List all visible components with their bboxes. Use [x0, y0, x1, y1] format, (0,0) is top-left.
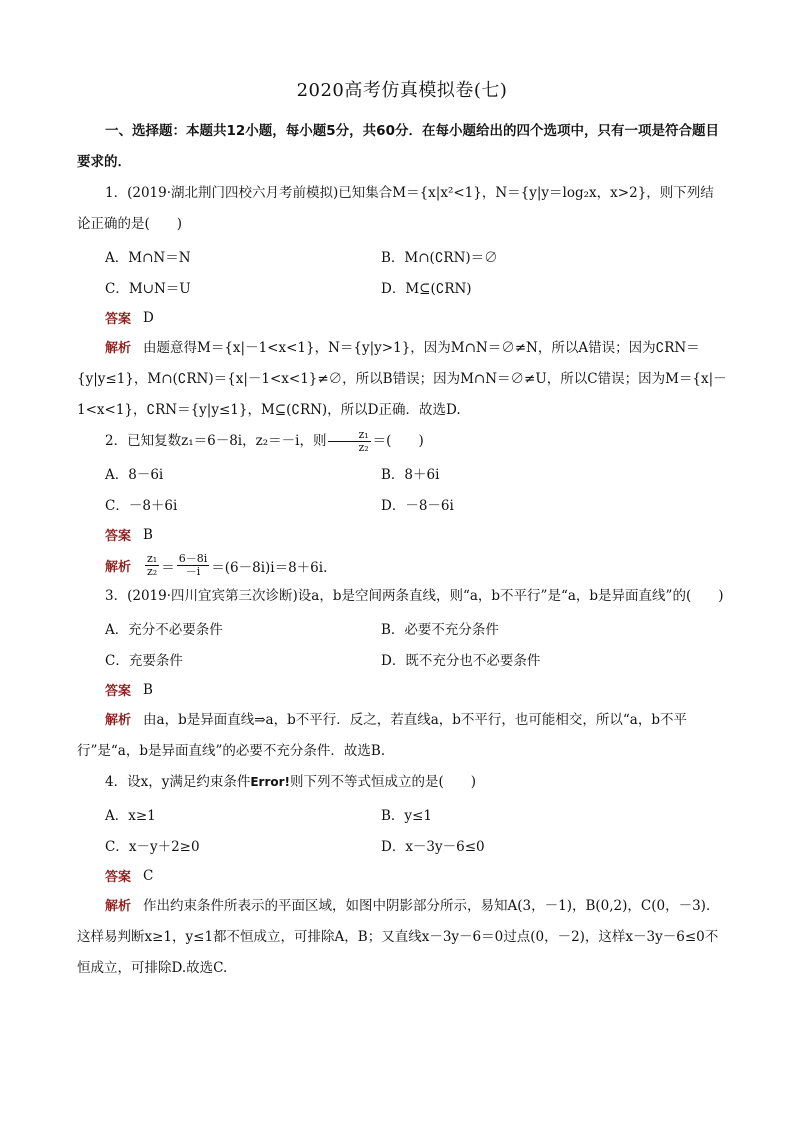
- q4-text-before: 4．设x，y满足约束条件: [105, 774, 251, 790]
- q4-option-a: A．x≥1: [105, 807, 156, 824]
- question-4-options-row-1: [77, 798, 727, 829]
- q3-answer-value: B: [143, 681, 153, 698]
- q2-text-before: 2．已知复数z₁＝6－8i，z₂＝－i，则: [105, 433, 327, 449]
- q2-option-a: A．8－6i: [105, 466, 164, 483]
- q1-option-a: A．M∩N＝N: [105, 249, 191, 266]
- q1-answer: [77, 302, 727, 333]
- q2-analysis-frac-2: [177, 553, 210, 578]
- q2-analysis-den-2: －i: [185, 565, 201, 578]
- q2-analysis: [77, 550, 727, 581]
- q3-option-b: B．必要不充分条件: [381, 621, 499, 638]
- page-title: 2020高考仿真模拟卷(七): [296, 80, 508, 101]
- q1-analysis: [77, 333, 727, 426]
- analysis-label: 解析: [105, 899, 132, 914]
- q3-option-a: A．充分不必要条件: [105, 621, 223, 638]
- exam-page: [77, 76, 727, 984]
- question-3-options-row-1: [77, 612, 727, 643]
- question-2-options-row-2: [77, 488, 727, 519]
- q2-answer: [77, 519, 727, 550]
- q4-error-text: Error!: [250, 775, 291, 789]
- q1-option-d: D．M⊆(∁RN): [381, 280, 472, 297]
- q3-analysis: [77, 705, 727, 767]
- section-header: 一、选择题：本题共12小题，每小题5分，共60分．在每小题给出的四个选项中，只有一项是符合题目要求的．: [77, 123, 719, 170]
- question-4-options-row-2: [77, 829, 727, 860]
- q3-option-c: C．充要条件: [105, 652, 183, 669]
- q2-answer-value: B: [143, 526, 153, 543]
- q3-analysis-text: 由a，b是异面直线⇒a，b不平行．反之，若直线a，b不平行，也可能相交，所以“a，b不平行”是“a，b是异面直线”的必要不充分条件．故选B.: [77, 712, 687, 759]
- question-1-options-row-1: [77, 240, 727, 271]
- q3-option-d: D．既不充分也不必要条件: [381, 652, 541, 669]
- question-2-text: [77, 426, 727, 457]
- q2-fraction: [328, 429, 370, 454]
- q4-analysis: [77, 891, 727, 984]
- analysis-label: 解析: [105, 560, 132, 575]
- question-3-text: 3．(2019·四川宜宾第三次诊断)设a，b是空间两条直线，则“a，b不平行”是“a，b是异面直线”的( ): [105, 588, 724, 604]
- analysis-label: 解析: [105, 341, 132, 356]
- q2-frac-num: z₁: [328, 429, 370, 442]
- question-1-text: 1．(2019·湖北荆门四校六月考前模拟)已知集合M＝{x|x²<1}，N＝{y|y＝log₂x，x>2}，则下列结论正确的是( ): [77, 185, 714, 232]
- q4-option-d: D．x－3y－6≤0: [381, 838, 485, 855]
- question-3-options-row-2: [77, 643, 727, 674]
- q2-analysis-rest: ＝(6－8i)i＝8＋6i.: [211, 559, 328, 576]
- q2-analysis-num-1: z₁: [147, 552, 158, 565]
- answer-label: 答案: [105, 529, 132, 544]
- question-2-options-row-1: [77, 457, 727, 488]
- q2-text-after: ＝( ): [372, 433, 424, 449]
- q2-option-c: C．－8＋6i: [105, 497, 178, 514]
- q1-option-c: C．M∪N＝U: [105, 280, 191, 297]
- q4-answer: [77, 860, 727, 891]
- q2-analysis-num-2: 6－8i: [178, 552, 208, 565]
- q4-analysis-text: 作出约束条件所表示的平面区域，如图中阴影部分所示，易知A(3，－1)，B(0,2)，C(0，－3)．这样易判断x≥1，y≤1都不恒成立，可排除A，B；又直线x－3y－6＝0过点(0，－2)，这样x－3y－6≤0不恒成立，可排除D.故选C.: [77, 898, 720, 976]
- q4-answer-value: C: [143, 867, 154, 884]
- q2-option-d: D．－8－6i: [381, 497, 454, 514]
- q2-equals: ＝: [161, 559, 175, 576]
- answer-label: 答案: [105, 870, 132, 885]
- answer-label: 答案: [105, 684, 132, 699]
- q1-answer-value: D: [143, 309, 154, 326]
- q2-option-b: B．8＋6i: [381, 466, 440, 483]
- answer-label: 答案: [105, 312, 132, 327]
- question-4-text: [77, 767, 727, 798]
- analysis-label: 解析: [105, 713, 132, 728]
- q4-option-b: B．y≤1: [381, 807, 432, 824]
- q4-option-c: C．x－y＋2≥0: [105, 838, 200, 855]
- q2-frac-den: z₂: [358, 441, 369, 454]
- q1-analysis-text: 由题意得M＝{x|－1<x<1}，N＝{y|y>1}，因为M∩N＝∅≠N，所以A错误；因为∁RN＝{y|y≤1}，M∩(∁RN)＝{x|－1<x<1}≠∅，所以B错误；因为M∩N＝∅≠U，所以C错误；因为M＝{x|－1<x<1}，∁RN＝{y|y≤1}，M⊆(∁RN)，所以D正确．故选D.: [77, 340, 727, 418]
- q2-analysis-frac-1: [145, 553, 159, 578]
- q2-analysis-den-1: z₂: [147, 565, 158, 578]
- q3-answer: [77, 674, 727, 705]
- q1-option-b: B．M∩(∁RN)＝∅: [381, 249, 498, 266]
- question-1-options-row-2: [77, 271, 727, 302]
- q4-text-after: 则下列不等式恒成立的是( ): [290, 774, 477, 790]
